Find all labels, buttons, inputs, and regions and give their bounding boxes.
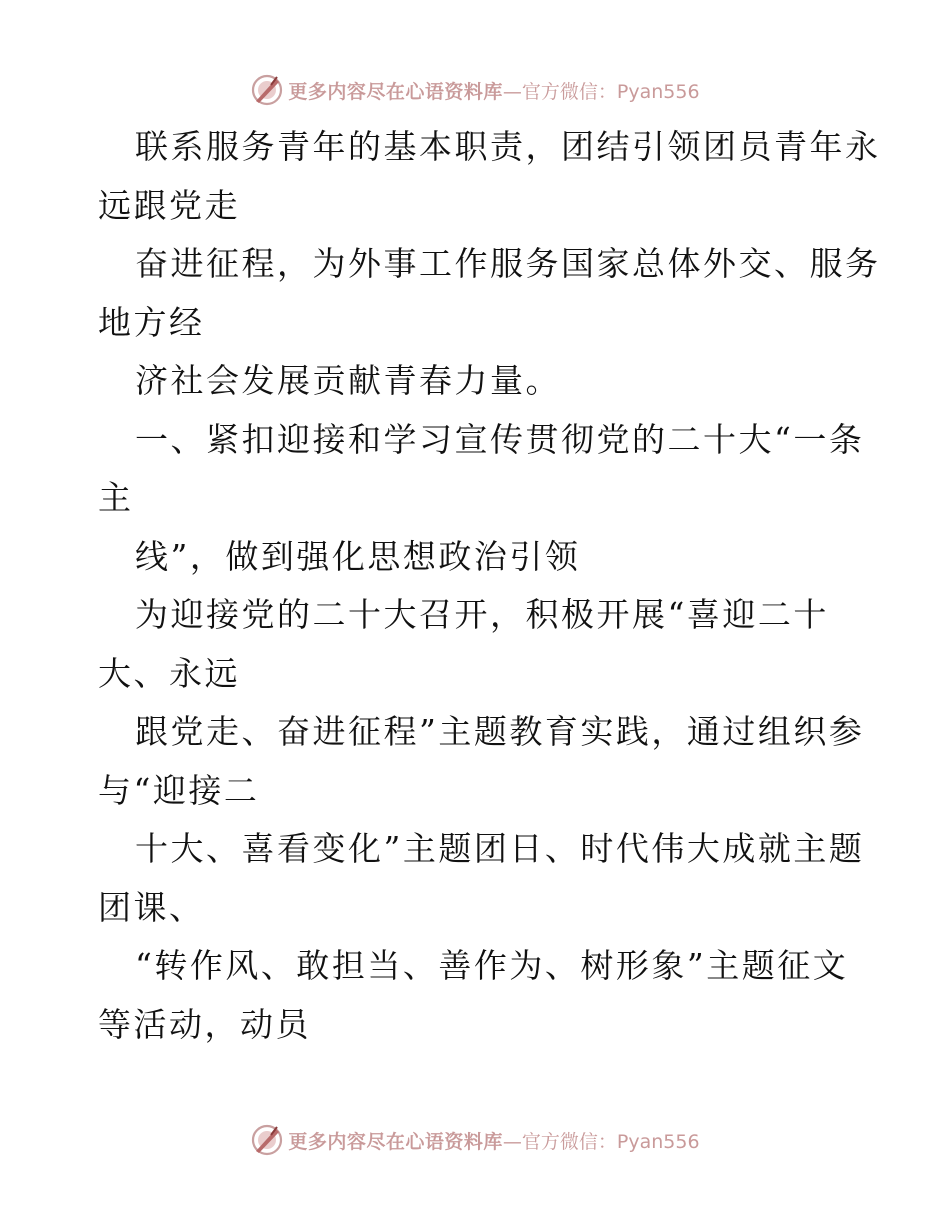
paragraph-4 xyxy=(98,528,858,587)
text-line: 一、紧扣迎接和学习宣传贯彻党的二十大“一条 xyxy=(135,419,865,459)
footer-banner-suffix: —官方微信：Pyan556 xyxy=(502,1130,700,1153)
text-line: 大、永远 xyxy=(98,653,240,693)
paragraph-6 xyxy=(98,703,865,820)
text-line: 十大、喜看变化”主题团日、时代伟大成就主题 xyxy=(135,829,865,868)
text-line: 团课、 xyxy=(98,887,205,927)
text-line: 济社会发展贡献青春力量。 xyxy=(135,361,561,400)
text-line: “转作风、敢担当、善作为、树形象”主题征文 xyxy=(135,946,849,985)
paragraph-3 xyxy=(98,352,858,411)
paragraph-1 xyxy=(98,118,881,235)
quill-logo-icon xyxy=(250,73,284,107)
text-line: 与“迎接二 xyxy=(98,770,260,810)
section-heading-1 xyxy=(98,411,865,528)
header-watermark-banner xyxy=(0,68,950,112)
footer-banner-text: 更多内容尽在心语资料库 xyxy=(288,1130,503,1153)
text-line: 远跟党走 xyxy=(98,185,240,225)
text-line: 等活动，动员 xyxy=(98,1004,311,1044)
text-line: 线”，做到强化思想政治引领 xyxy=(135,536,581,576)
text-line: 跟党走、奋进征程”主题教育实践，通过组织参 xyxy=(135,712,865,751)
text-line: 主 xyxy=(98,478,134,517)
footer-watermark-banner xyxy=(0,1118,950,1162)
paragraph-2 xyxy=(98,235,881,352)
text-line: 联系服务青年的基本职责，团结引领团员青年永 xyxy=(135,127,881,166)
header-banner-suffix: —官方微信：Pyan556 xyxy=(502,80,700,103)
document-body xyxy=(98,118,881,1054)
header-banner-text: 更多内容尽在心语资料库 xyxy=(288,80,503,103)
text-line: 奋进征程，为外事工作服务国家总体外交、服务 xyxy=(135,244,881,283)
paragraph-7 xyxy=(98,820,865,937)
text-line: 地方经 xyxy=(98,302,205,342)
text-line: 为迎接党的二十大召开，积极开展“喜迎二十 xyxy=(135,595,829,634)
quill-logo-icon xyxy=(250,1123,284,1157)
paragraph-8 xyxy=(98,937,858,1054)
paragraph-5 xyxy=(98,586,858,703)
